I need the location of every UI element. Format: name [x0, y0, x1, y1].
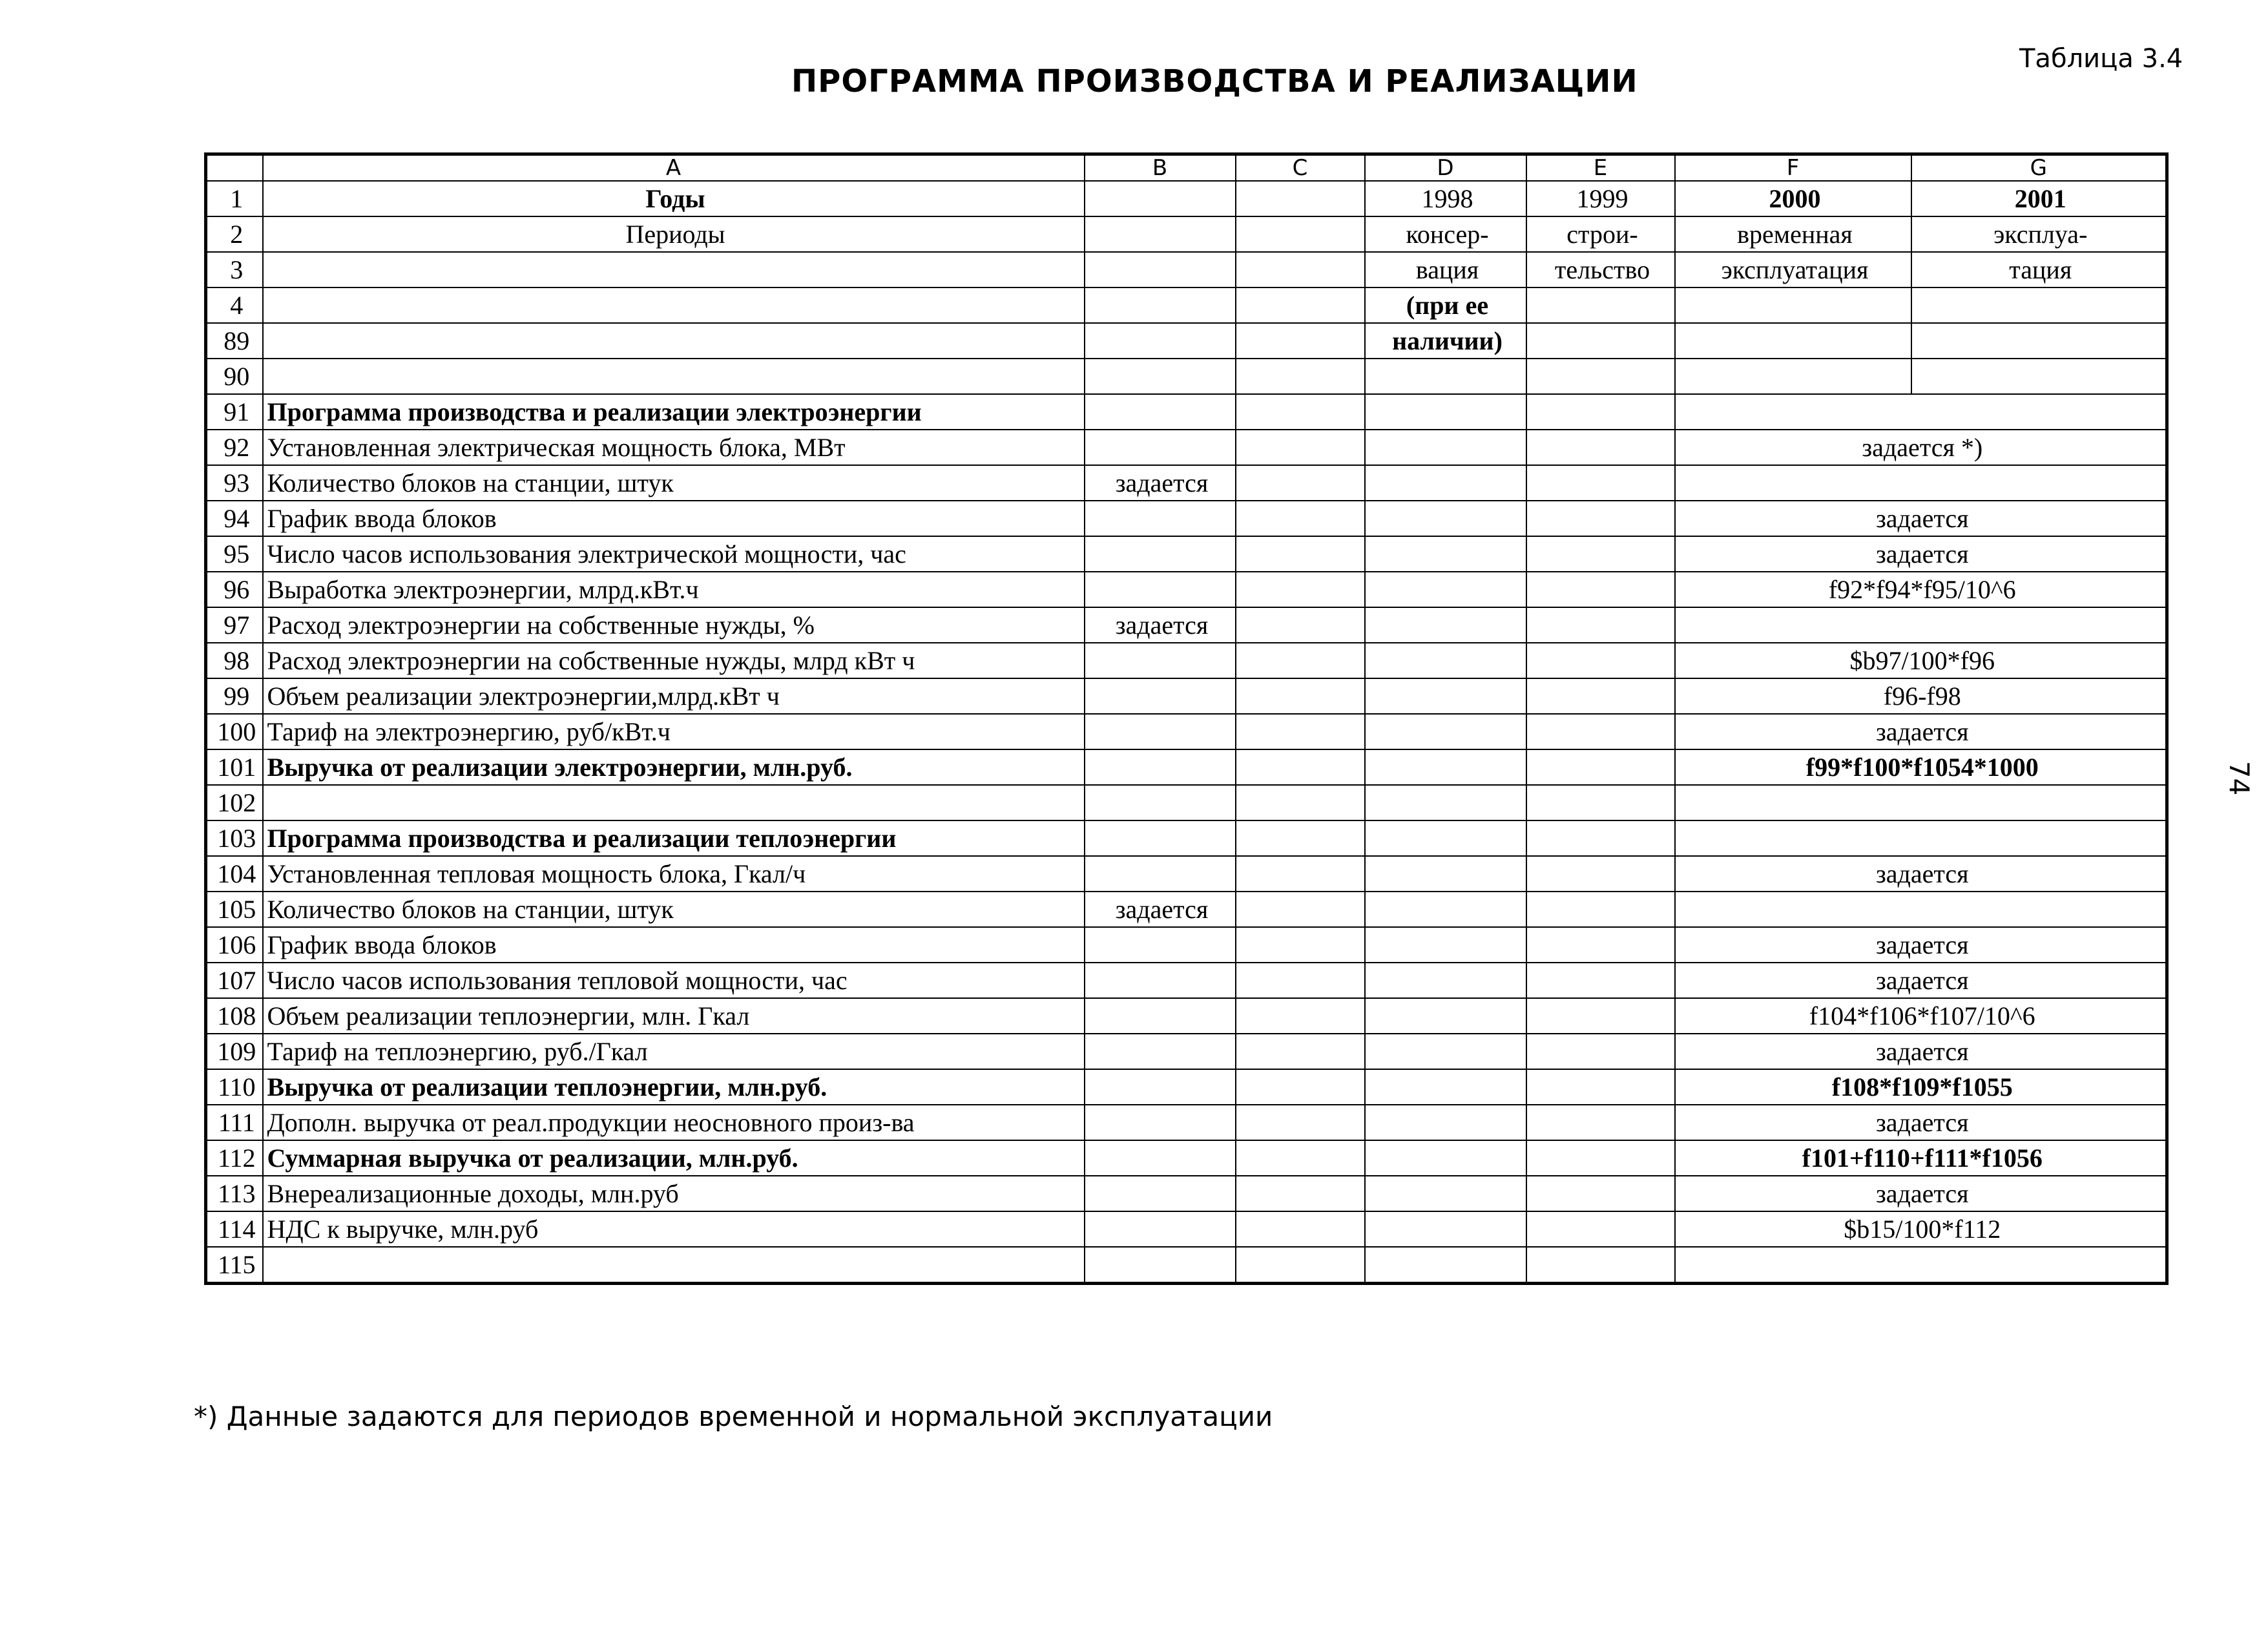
value-b	[1085, 998, 1236, 1034]
value-fg: задается	[1675, 1034, 2167, 1069]
value-d	[1365, 1034, 1526, 1069]
value-b	[1085, 643, 1236, 678]
value-d	[1365, 1140, 1526, 1176]
value-e	[1526, 430, 1675, 465]
value-b	[1085, 1247, 1236, 1284]
value-d	[1365, 678, 1526, 714]
value-b: задается	[1085, 607, 1236, 643]
year-2001: 2001	[1911, 181, 2167, 216]
row-label: Число часов использования тепловой мощности, час	[263, 963, 1085, 998]
value-e	[1526, 820, 1675, 856]
value-d	[1365, 1105, 1526, 1140]
value-fg: $b15/100*f112	[1675, 1211, 2167, 1247]
row-number: 91	[206, 394, 263, 430]
period-e-line2: тельство	[1526, 252, 1675, 287]
row-number: 103	[206, 820, 263, 856]
cell	[1365, 359, 1526, 394]
year-1999: 1999	[1526, 181, 1675, 216]
value-d	[1365, 643, 1526, 678]
table-row	[206, 572, 2167, 607]
value-b	[1085, 927, 1236, 963]
cell	[1675, 359, 1911, 394]
value-c	[1236, 1211, 1365, 1247]
row-label: Установленная тепловая мощность блока, Гкал/ч	[263, 856, 1085, 892]
value-fg	[1675, 465, 2167, 501]
table-row	[206, 678, 2167, 714]
table-row	[206, 465, 2167, 501]
cell	[1236, 287, 1365, 323]
row-label: Число часов использования электрической мощности, час	[263, 536, 1085, 572]
table-row	[206, 785, 2167, 820]
row-number: 99	[206, 678, 263, 714]
value-d	[1365, 607, 1526, 643]
row-number: 107	[206, 963, 263, 998]
value-fg: задается	[1675, 536, 2167, 572]
value-b	[1085, 785, 1236, 820]
value-b	[1085, 1211, 1236, 1247]
row-label: Объем реализации электроэнергии,млрд.кВт ч	[263, 678, 1085, 714]
row-number: 4	[206, 287, 263, 323]
value-e	[1526, 963, 1675, 998]
table-row	[206, 359, 2167, 394]
value-c	[1236, 1247, 1365, 1284]
row-label: Объем реализации теплоэнергии, млн. Гкал	[263, 998, 1085, 1034]
value-c	[1236, 643, 1365, 678]
value-d	[1365, 963, 1526, 998]
row-number: 115	[206, 1247, 263, 1284]
value-b	[1085, 1069, 1236, 1105]
cell	[263, 287, 1085, 323]
cell	[1911, 323, 2167, 359]
period-f-line2: эксплуатация	[1675, 252, 1911, 287]
value-b	[1085, 820, 1236, 856]
value-e	[1526, 501, 1675, 536]
value-e	[1526, 678, 1675, 714]
value-fg: задается *)	[1675, 430, 2167, 465]
value-e	[1526, 572, 1675, 607]
period-d-line2: вация	[1365, 252, 1526, 287]
row-number: 106	[206, 927, 263, 963]
page-title: ПРОГРАММА ПРОИЗВОДСТВА И РЕАЛИЗАЦИИ	[791, 63, 1638, 99]
table-row	[206, 216, 2167, 252]
value-e	[1526, 998, 1675, 1034]
row-number: 109	[206, 1034, 263, 1069]
row-number: 93	[206, 465, 263, 501]
table-row	[206, 181, 2167, 216]
row-label: Количество блоков на станции, штук	[263, 892, 1085, 927]
value-e	[1526, 1140, 1675, 1176]
table-row	[206, 856, 2167, 892]
cell	[1675, 287, 1911, 323]
row-label: Программа производства и реализации теплоэнергии	[263, 820, 1085, 856]
value-c	[1236, 1034, 1365, 1069]
value-e	[1526, 785, 1675, 820]
value-fg: $b97/100*f96	[1675, 643, 2167, 678]
value-d	[1365, 501, 1526, 536]
cell	[1911, 287, 2167, 323]
table-row	[206, 820, 2167, 856]
value-e	[1526, 1211, 1675, 1247]
production-sales-table	[204, 152, 2169, 1285]
table-row	[206, 892, 2167, 927]
cell	[1911, 359, 2167, 394]
value-fg	[1675, 785, 2167, 820]
value-fg: задается	[1675, 1105, 2167, 1140]
value-e	[1526, 1069, 1675, 1105]
value-c	[1236, 607, 1365, 643]
cell	[1085, 216, 1236, 252]
cell	[1085, 323, 1236, 359]
value-e	[1526, 1105, 1675, 1140]
row-number: 94	[206, 501, 263, 536]
row-label: График ввода блоков	[263, 927, 1085, 963]
value-c	[1236, 430, 1365, 465]
value-fg: задается	[1675, 963, 2167, 998]
value-e	[1526, 714, 1675, 749]
column-header-e: E	[1526, 154, 1675, 182]
column-header-b: B	[1085, 154, 1236, 182]
years-label: Годы	[263, 181, 1085, 216]
value-d	[1365, 856, 1526, 892]
row-number: 97	[206, 607, 263, 643]
row-number: 90	[206, 359, 263, 394]
value-fg: задается	[1675, 714, 2167, 749]
table-row	[206, 394, 2167, 430]
table-row	[206, 1211, 2167, 1247]
cell	[1236, 323, 1365, 359]
row-number: 105	[206, 892, 263, 927]
cell	[263, 323, 1085, 359]
table-row	[206, 607, 2167, 643]
value-e	[1526, 856, 1675, 892]
value-c	[1236, 501, 1365, 536]
value-e	[1526, 749, 1675, 785]
value-c	[1236, 714, 1365, 749]
value-e	[1526, 643, 1675, 678]
value-c	[1236, 1105, 1365, 1140]
row-label: Выручка от реализации электроэнергии, млн.руб.	[263, 749, 1085, 785]
table-row	[206, 1176, 2167, 1211]
row-label: Суммарная выручка от реализации, млн.руб.	[263, 1140, 1085, 1176]
period-e-line1: строи-	[1526, 216, 1675, 252]
value-d	[1365, 430, 1526, 465]
value-fg: задается	[1675, 501, 2167, 536]
row-number: 110	[206, 1069, 263, 1105]
value-d	[1365, 1247, 1526, 1284]
cell	[1236, 181, 1365, 216]
cell	[1085, 287, 1236, 323]
value-d	[1365, 892, 1526, 927]
table-row	[206, 287, 2167, 323]
row-label: Программа производства и реализации электроэнергии	[263, 394, 1085, 430]
value-d	[1365, 536, 1526, 572]
value-c	[1236, 678, 1365, 714]
row-label: Выработка электроэнергии, млрд.кВт.ч	[263, 572, 1085, 607]
row-label: Внереализационные доходы, млн.руб	[263, 1176, 1085, 1211]
cell	[1236, 216, 1365, 252]
value-c	[1236, 892, 1365, 927]
value-d	[1365, 465, 1526, 501]
table-row	[206, 998, 2167, 1034]
value-e	[1526, 465, 1675, 501]
period-d-line1: консер-	[1365, 216, 1526, 252]
value-d	[1365, 714, 1526, 749]
row-number: 108	[206, 998, 263, 1034]
value-e	[1526, 1247, 1675, 1284]
value-c	[1236, 749, 1365, 785]
value-d	[1365, 749, 1526, 785]
value-c	[1236, 394, 1365, 430]
value-e	[1526, 1034, 1675, 1069]
column-header-d: D	[1365, 154, 1526, 182]
table-row	[206, 501, 2167, 536]
value-b	[1085, 394, 1236, 430]
row-number: 2	[206, 216, 263, 252]
value-c	[1236, 963, 1365, 998]
value-c	[1236, 998, 1365, 1034]
period-g-line1: эксплуа-	[1911, 216, 2167, 252]
value-fg: задается	[1675, 1176, 2167, 1211]
year-1998: 1998	[1365, 181, 1526, 216]
value-c	[1236, 820, 1365, 856]
row-number: 98	[206, 643, 263, 678]
row-number: 100	[206, 714, 263, 749]
period-d-line4: наличии)	[1365, 323, 1526, 359]
value-fg: f99*f100*f1054*1000	[1675, 749, 2167, 785]
cell	[1675, 323, 1911, 359]
row-number: 112	[206, 1140, 263, 1176]
row-number: 113	[206, 1176, 263, 1211]
value-d	[1365, 998, 1526, 1034]
value-fg	[1675, 1247, 2167, 1284]
column-header-c: C	[1236, 154, 1365, 182]
row-label	[263, 785, 1085, 820]
value-e	[1526, 394, 1675, 430]
cell	[263, 252, 1085, 287]
value-b	[1085, 1140, 1236, 1176]
value-b: задается	[1085, 892, 1236, 927]
value-e	[1526, 892, 1675, 927]
value-e	[1526, 927, 1675, 963]
table-row	[206, 714, 2167, 749]
value-b	[1085, 678, 1236, 714]
table-row	[206, 1069, 2167, 1105]
row-label: Тариф на электроэнергию, руб/кВт.ч	[263, 714, 1085, 749]
cell	[1526, 359, 1675, 394]
column-header-a: A	[263, 154, 1085, 182]
period-g-line2: тация	[1911, 252, 2167, 287]
value-e	[1526, 536, 1675, 572]
value-b	[1085, 714, 1236, 749]
value-d	[1365, 927, 1526, 963]
value-b	[1085, 501, 1236, 536]
value-c	[1236, 572, 1365, 607]
value-b: задается	[1085, 465, 1236, 501]
table-row	[206, 1105, 2167, 1140]
value-c	[1236, 1140, 1365, 1176]
value-b	[1085, 963, 1236, 998]
value-e	[1526, 607, 1675, 643]
row-label: Расход электроэнергии на собственные нужды, %	[263, 607, 1085, 643]
value-fg: f101+f110+f111*f1056	[1675, 1140, 2167, 1176]
cell	[1085, 181, 1236, 216]
table-row	[206, 643, 2167, 678]
value-fg: f104*f106*f107/10^6	[1675, 998, 2167, 1034]
value-b	[1085, 430, 1236, 465]
cell	[1085, 359, 1236, 394]
footnote: *) Данные задаются для периодов временной и нормальной эксплуатации	[194, 1401, 1273, 1432]
table-row	[206, 1140, 2167, 1176]
row-label	[263, 1247, 1085, 1284]
value-d	[1365, 394, 1526, 430]
value-c	[1236, 465, 1365, 501]
row-number: 104	[206, 856, 263, 892]
table-row	[206, 749, 2167, 785]
table-row	[206, 963, 2167, 998]
row-number: 102	[206, 785, 263, 820]
value-fg	[1675, 892, 2167, 927]
cell	[1526, 323, 1675, 359]
row-label: НДС к выручке, млн.руб	[263, 1211, 1085, 1247]
cell	[263, 359, 1085, 394]
value-fg: f96-f98	[1675, 678, 2167, 714]
row-label: Количество блоков на станции, штук	[263, 465, 1085, 501]
value-b	[1085, 749, 1236, 785]
cell	[1236, 252, 1365, 287]
value-b	[1085, 1034, 1236, 1069]
value-b	[1085, 856, 1236, 892]
row-label: График ввода блоков	[263, 501, 1085, 536]
year-2000: 2000	[1675, 181, 1911, 216]
table-row	[206, 536, 2167, 572]
value-c	[1236, 1069, 1365, 1105]
row-label: Выручка от реализации теплоэнергии, млн.руб.	[263, 1069, 1085, 1105]
row-label: Дополн. выручка от реал.продукции неосновного произ-ва	[263, 1105, 1085, 1140]
value-d	[1365, 1069, 1526, 1105]
row-number: 1	[206, 181, 263, 216]
value-c	[1236, 785, 1365, 820]
value-fg: f108*f109*f1055	[1675, 1069, 2167, 1105]
value-fg: задается	[1675, 927, 2167, 963]
row-label: Установленная электрическая мощность блока, МВт	[263, 430, 1085, 465]
row-number: 89	[206, 323, 263, 359]
table-row	[206, 1247, 2167, 1284]
value-b	[1085, 1105, 1236, 1140]
row-number: 111	[206, 1105, 263, 1140]
table-row	[206, 252, 2167, 287]
row-label: Тариф на теплоэнергию, руб./Гкал	[263, 1034, 1085, 1069]
row-number: 95	[206, 536, 263, 572]
row-number: 92	[206, 430, 263, 465]
value-e	[1526, 1176, 1675, 1211]
row-number: 114	[206, 1211, 263, 1247]
value-c	[1236, 856, 1365, 892]
value-fg	[1675, 607, 2167, 643]
cell	[1526, 287, 1675, 323]
column-header-f: F	[1675, 154, 1911, 182]
value-d	[1365, 1176, 1526, 1211]
page-number: 74	[2223, 760, 2256, 796]
value-fg: f92*f94*f95/10^6	[1675, 572, 2167, 607]
cell	[1085, 252, 1236, 287]
periods-label: Периоды	[263, 216, 1085, 252]
value-c	[1236, 1176, 1365, 1211]
cell	[1236, 359, 1365, 394]
table-row	[206, 323, 2167, 359]
table-row	[206, 430, 2167, 465]
value-d	[1365, 572, 1526, 607]
table-row	[206, 1034, 2167, 1069]
value-fg	[1675, 394, 2167, 430]
value-d	[1365, 785, 1526, 820]
period-f-line1: временная	[1675, 216, 1911, 252]
value-c	[1236, 536, 1365, 572]
value-fg: задается	[1675, 856, 2167, 892]
table-row	[206, 927, 2167, 963]
value-b	[1085, 536, 1236, 572]
column-header-g: G	[1911, 154, 2167, 182]
value-c	[1236, 927, 1365, 963]
period-d-line3: (при ее	[1365, 287, 1526, 323]
value-b	[1085, 1176, 1236, 1211]
corner-cell	[206, 154, 263, 182]
value-d	[1365, 1211, 1526, 1247]
row-number: 3	[206, 252, 263, 287]
table-label: Таблица 3.4	[2019, 44, 2183, 74]
value-fg	[1675, 820, 2167, 856]
column-letter-row	[206, 154, 2167, 182]
row-number: 101	[206, 749, 263, 785]
row-number: 96	[206, 572, 263, 607]
value-b	[1085, 572, 1236, 607]
row-label: Расход электроэнергии на собственные нужды, млрд кВт ч	[263, 643, 1085, 678]
value-d	[1365, 820, 1526, 856]
